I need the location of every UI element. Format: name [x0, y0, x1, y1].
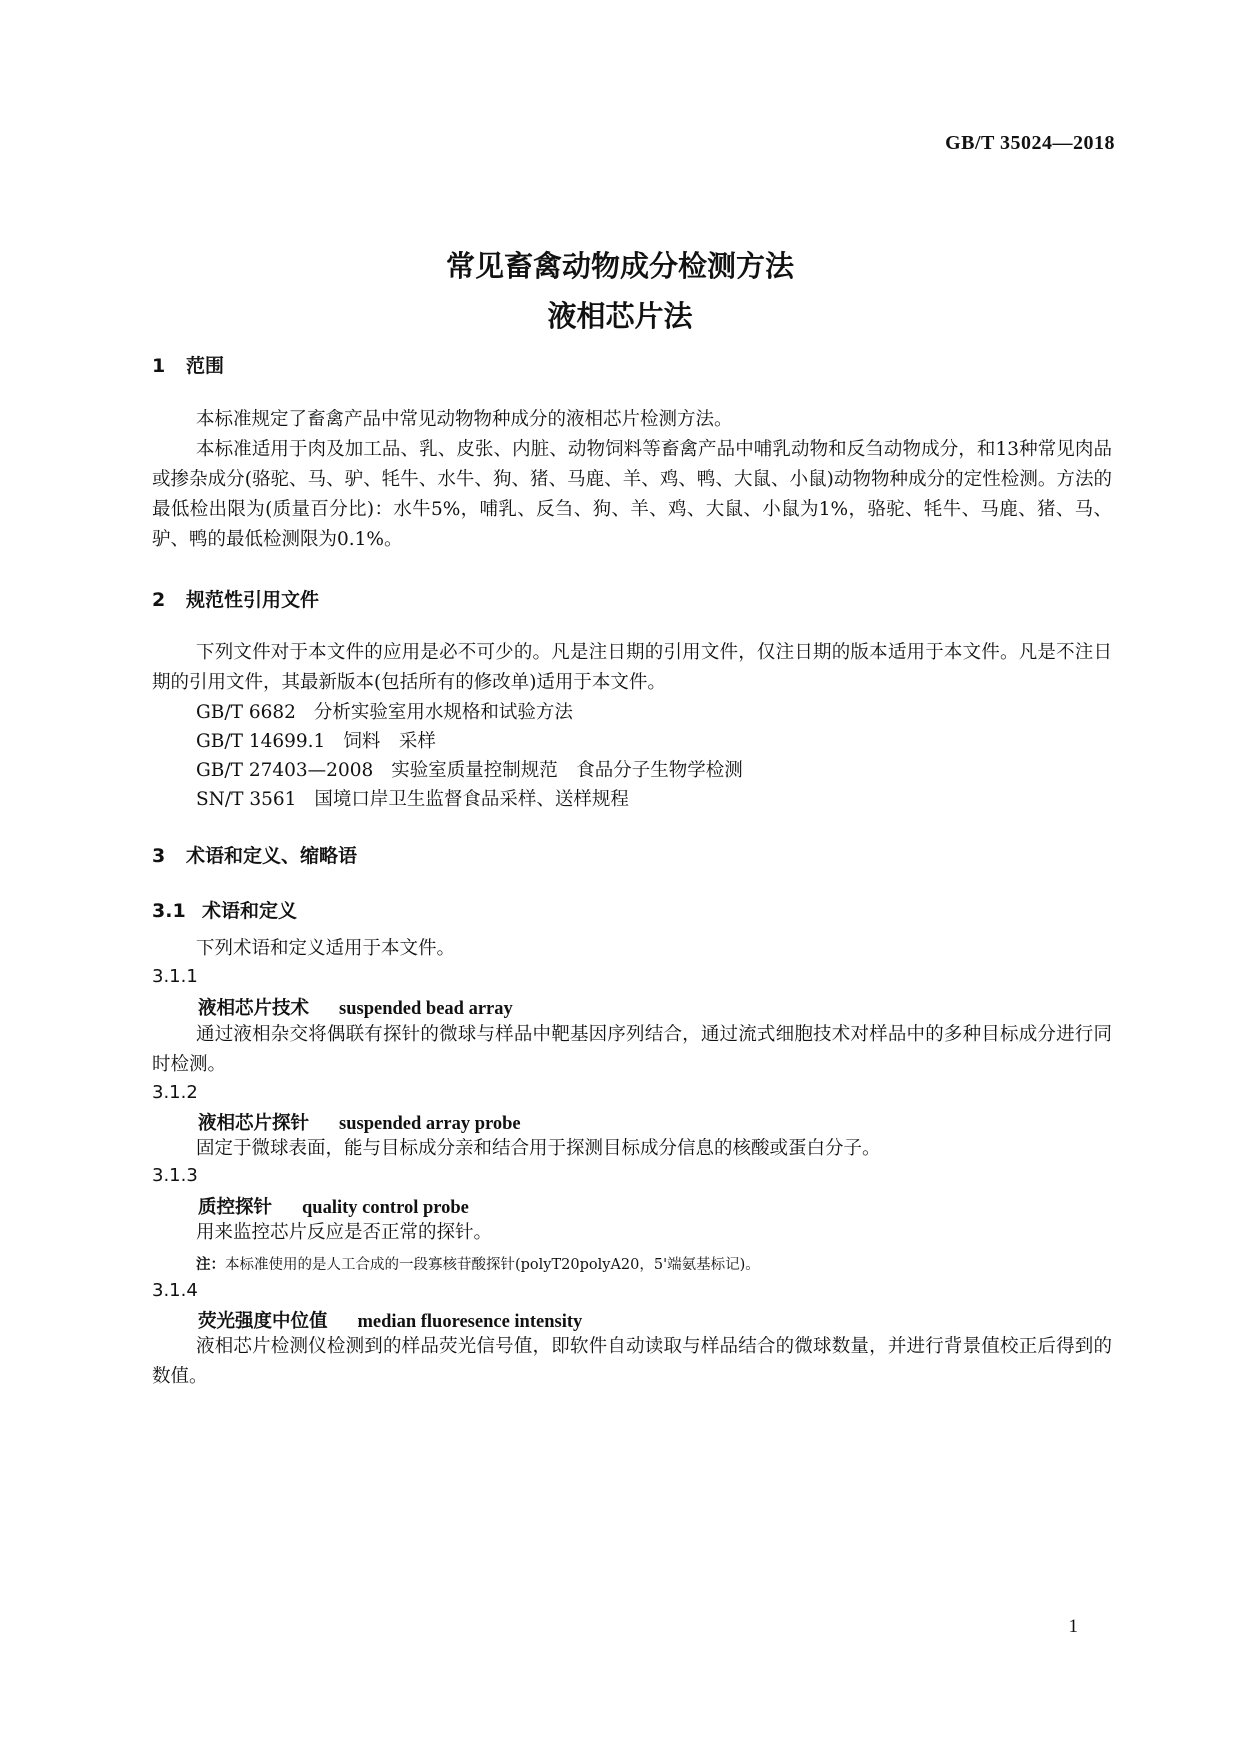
- term-heading: [198, 1193, 469, 1219]
- term-definition: 液相芯片检测仪检测到的样品荧光信号值，即软件自动读取与样品结合的微球数量，并进行背景值校正后得到的数值。: [152, 1336, 1112, 1387]
- section-1-heading: [152, 351, 1112, 378]
- section-title: 术语和定义: [202, 900, 298, 922]
- term-name-en: suspended array probe: [339, 1114, 521, 1134]
- note-label: 注：: [196, 1257, 225, 1273]
- section-title: 规范性引用文件: [186, 589, 320, 611]
- note-text: 本标准使用的是人工合成的一段寡核苷酸探针(polyT20polyA20，5'端氨基标记)。: [225, 1257, 760, 1273]
- section-title: 范围: [186, 355, 225, 377]
- reference-title: 国境口岸卫生监督食品采样、送样规程: [314, 789, 629, 810]
- reference-item: [196, 756, 743, 782]
- reference-code: GB/T 14699.1: [196, 731, 326, 752]
- section-number: 3.1: [152, 900, 186, 922]
- standard-number: GB/T 35024—2018: [945, 132, 1115, 154]
- term-definition: 用来监控芯片反应是否正常的探针。: [196, 1222, 493, 1243]
- section-title: 术语和定义、缩略语: [186, 845, 358, 867]
- section-number: 2: [152, 589, 166, 611]
- term-number: 3.1.2: [152, 1082, 198, 1103]
- document-title: 常见畜禽动物成分检测方法: [445, 249, 794, 283]
- term-definition: 固定于微球表面，能与目标成分亲和结合用于探测目标成分信息的核酸或蛋白分子。: [196, 1138, 881, 1159]
- reference-code: GB/T 27403—2008: [196, 760, 374, 781]
- section-2-heading: [152, 585, 1112, 612]
- term-number: 3.1.3: [152, 1165, 198, 1186]
- term-name-en: quality control probe: [302, 1198, 469, 1218]
- term-name-en: suspended bead array: [339, 999, 513, 1019]
- term-heading: [198, 1109, 521, 1135]
- reference-code: GB/T 6682: [196, 702, 296, 723]
- term-heading: [198, 994, 513, 1020]
- term-name-zh: 液相芯片探针: [198, 1113, 310, 1134]
- term-name-en: median fluoresence intensity: [357, 1312, 583, 1332]
- section-3-heading: [152, 841, 1112, 868]
- term-name-zh: 质控探针: [198, 1197, 273, 1218]
- term-number: 3.1.1: [152, 966, 198, 987]
- reference-title: 实验室质量控制规范 食品分子生物学检测: [391, 760, 743, 781]
- reference-title: 分析实验室用水规格和试验方法: [313, 702, 573, 723]
- paragraph: 本标准规定了畜禽产品中常见动物物种成分的液相芯片检测方法。: [196, 409, 733, 430]
- paragraph: 本标准适用于肉及加工品、乳、皮张、内脏、动物饲料等畜禽产品中哺乳动物和反刍动物成分，和13种常见肉品或掺杂成分(骆驼、马、驴、牦牛、水牛、狗、猪、马鹿、羊、鸡、鸭、大鼠、小鼠)动物物种成分的定性检测。方法的最低检出限为(质量百分比)：水牛5%，哺乳、反刍、狗、羊、鸡、大鼠、小鼠为1%，骆驼、牦牛、马鹿、猪、马、驴、鸭的最低检测限为0.1%。: [152, 439, 1112, 550]
- paragraph: 下列术语和定义适用于本文件。: [196, 938, 456, 959]
- term-definition: 通过液相杂交将偶联有探针的微球与样品中靶基因序列结合，通过流式细胞技术对样品中的多种目标成分进行同时检测。: [152, 1024, 1112, 1075]
- term-name-zh: 液相芯片技术: [198, 998, 310, 1019]
- reference-item: [196, 698, 573, 724]
- reference-title: 饲料 采样: [343, 731, 436, 752]
- term-number: 3.1.4: [152, 1280, 198, 1301]
- reference-item: [196, 727, 436, 753]
- note: [196, 1253, 760, 1274]
- reference-item: [196, 785, 629, 811]
- document-subtitle: 液相芯片法: [547, 299, 693, 333]
- reference-code: SN/T 3561: [196, 789, 297, 810]
- section-number: 3: [152, 845, 166, 867]
- page-number: 1: [1068, 1616, 1078, 1637]
- paragraph: 下列文件对于本文件的应用是必不可少的。凡是注日期的引用文件，仅注日期的版本适用于本文件。凡是不注日期的引用文件，其最新版本(包括所有的修改单)适用于本文件。: [152, 642, 1112, 693]
- section-number: 1: [152, 355, 166, 377]
- section-3-1-heading: [152, 896, 1112, 923]
- term-name-zh: 荧光强度中位值: [198, 1311, 328, 1332]
- term-heading: [198, 1307, 582, 1333]
